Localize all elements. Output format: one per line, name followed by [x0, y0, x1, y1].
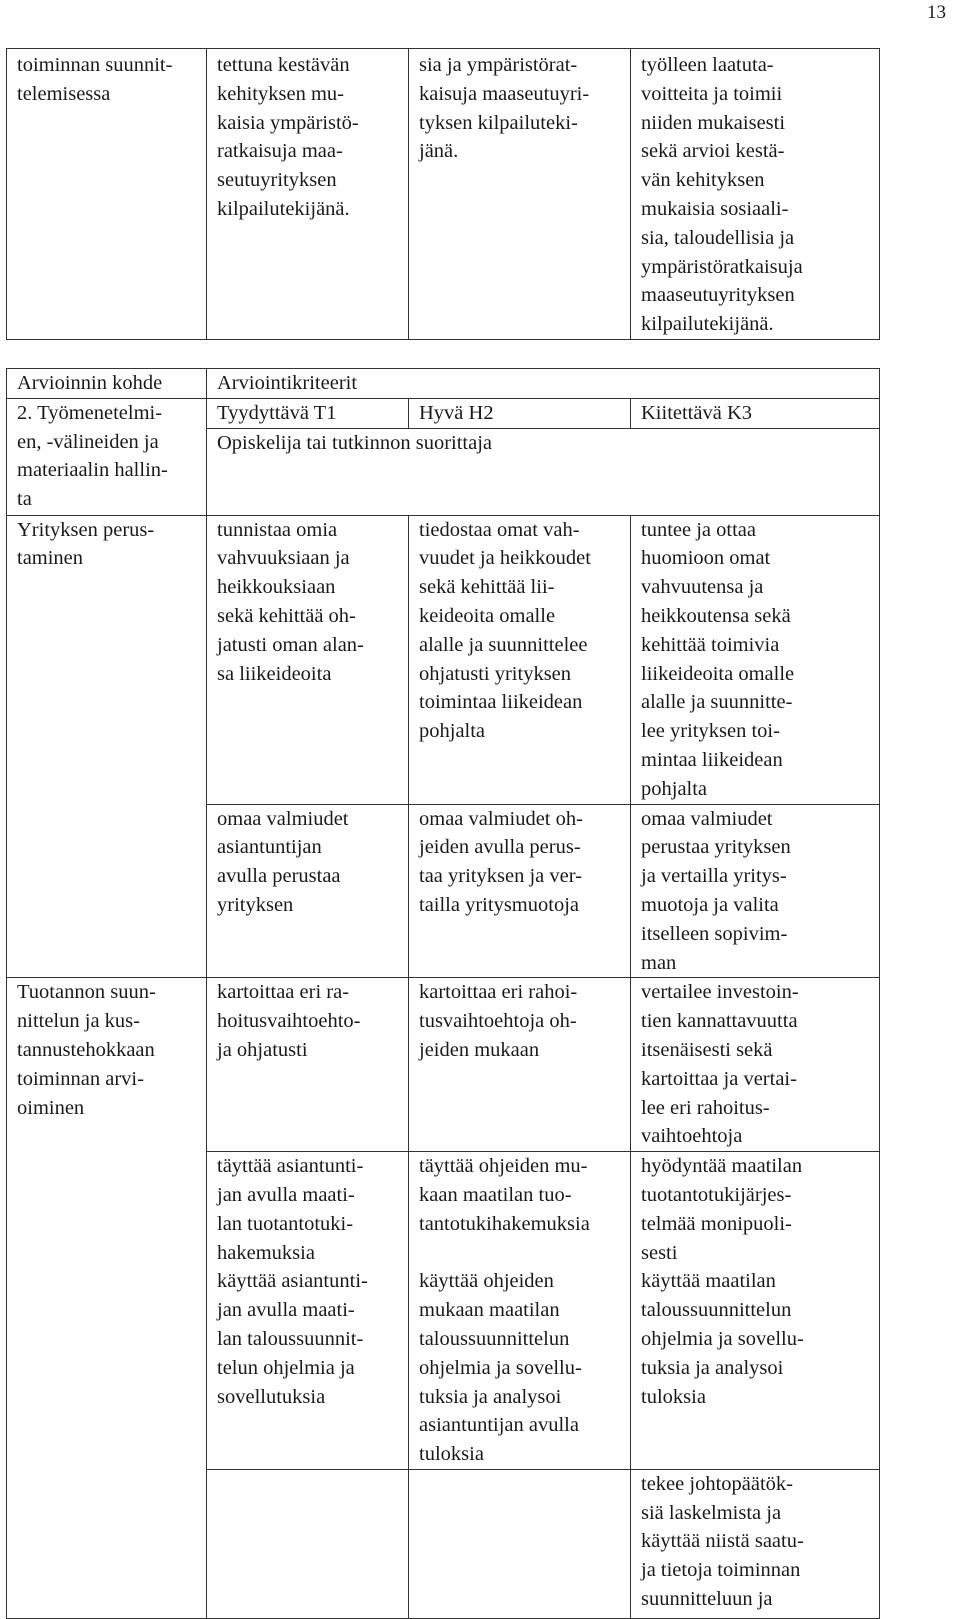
table-cell: hyödyntää maatilan tuotantotukijärjes- telmää monipuoli- sesti käyttää maatilan taloussuunnittelun ohjelmia ja sovellu- tuksia ja analysoi tuloksia	[631, 1152, 880, 1470]
table-cell: tekee johtopäätök- siä laskelmista ja käyttää niistä saatu- ja tietoja toiminnan suunnitteluun ja	[631, 1469, 880, 1618]
group-label: Yrityksen perus- taminen	[7, 515, 207, 978]
level-h2: Hyvä H2	[409, 398, 631, 428]
table-cell	[207, 1469, 409, 1618]
table-cell: tiedostaa omat vah- vuudet ja heikkoudet sekä kehittää lii- keideoita omalle alalle ja suunnittelee ohjatusti yrityksen toimintaa liikeidean pohjalta	[409, 515, 631, 804]
assessment-criteria-table	[6, 368, 880, 1619]
table-cell: kartoittaa eri rahoi- tusvaihtoehtoja oh- jeiden mukaan	[409, 978, 631, 1152]
criteria-h2-cell: sia ja ympäristörat- kaisuja maaseutuyri- tyksen kilpailuteki- jänä.	[409, 49, 631, 340]
header-assessment-target: Arvioinnin kohde	[7, 369, 207, 399]
criteria-target-cell: toiminnan suunnit- telemisessa	[7, 49, 207, 340]
table-row	[7, 515, 880, 804]
level-k3: Kiitettävä K3	[631, 398, 880, 428]
section-title: 2. Työmenetelmi- en, -välineiden ja materiaalin hallin- ta	[7, 398, 207, 515]
group-label: Tuotannon suun- nittelun ja kus- tannustehokkaan toiminnan arvi- oiminen	[7, 978, 207, 1619]
table-cell: omaa valmiudet oh- jeiden avulla perus- taa yrityksen ja ver- tailla yritysmuotoja	[409, 804, 631, 978]
table-cell: täyttää ohjeiden mu- kaan maatilan tuo- tantotukihakemuksia käyttää ohjeiden mukaan maatilan taloussuunnittelun ohjelmia ja sovellu- tuksia ja analysoi asiantuntijan avulla tuloksia	[409, 1152, 631, 1470]
criteria-t1-cell: tettuna kestävän kehityksen mu- kaisia ympäristö- ratkaisuja maa- seutuyrityksen kilpailutekijänä.	[207, 49, 409, 340]
table-cell: omaa valmiudet perustaa yrityksen ja vertailla yritys- muotoja ja valita itselleen sopivim- man	[631, 804, 880, 978]
table-header-row	[7, 369, 880, 399]
page-number: 13	[927, 2, 946, 23]
table-cell: tunnistaa omia vahvuuksiaan ja heikkouksiaan sekä kehittää oh- jatusti oman alan- sa liikeideoita	[207, 515, 409, 804]
table-cell: kartoittaa eri ra- hoitusvaihtoehto- ja ohjatusti	[207, 978, 409, 1152]
table-cell: vertailee investoin- tien kannattavuutta itsenäisesti sekä kartoittaa ja vertai- lee eri rahoitus- vaihtoehtoja	[631, 978, 880, 1152]
header-assessment-criteria: Arviointikriteerit	[207, 369, 880, 399]
table-cell: tuntee ja ottaa huomioon omat vahvuutensa ja heikkoutensa sekä kehittää toimivia liikeideoita omalle alalle ja suunnitte- lee yrityksen toi- mintaa liikeidean pohjalta	[631, 515, 880, 804]
table-cell: omaa valmiudet asiantuntijan avulla perustaa yrityksen	[207, 804, 409, 978]
table-row	[7, 978, 880, 1152]
table-row	[7, 49, 880, 340]
table-cell	[409, 1469, 631, 1618]
levels-row	[7, 398, 880, 428]
level-t1: Tyydyttävä T1	[207, 398, 409, 428]
subject-cell: Opiskelija tai tutkinnon suorittaja	[207, 428, 880, 515]
table-cell: täyttää asiantunti- jan avulla maati- lan tuotantotuki- hakemuksia käyttää asiantunti- jan avulla maati- lan taloussuunnit- telun ohjelmia ja sovellutuksia	[207, 1152, 409, 1470]
continued-criteria-table	[6, 48, 880, 340]
criteria-k3-cell: työlleen laatuta- voitteita ja toimii niiden mukaisesti sekä arvioi kestä- vän kehityksen mukaisia sosiaali- sia, taloudellisia ja ympäristöratkaisuja maaseutuyrityksen kilpailutekijänä.	[631, 49, 880, 340]
